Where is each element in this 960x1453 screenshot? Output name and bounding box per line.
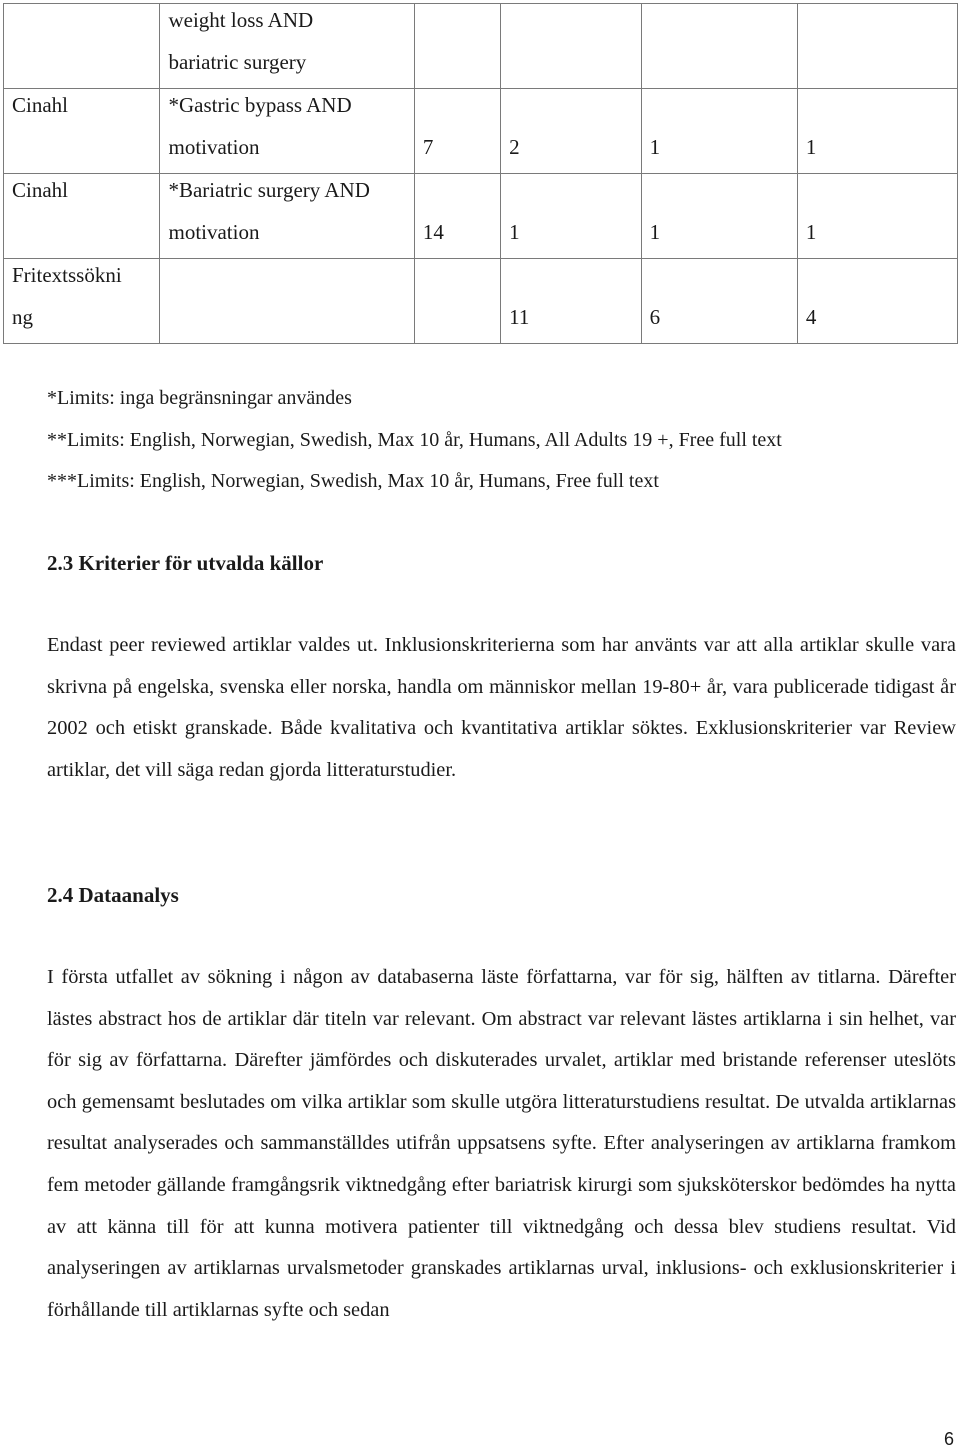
- count-cell: [797, 89, 957, 174]
- page-number: 6: [943, 1429, 954, 1449]
- cell-text: 11: [509, 305, 530, 329]
- cell-text: [798, 259, 957, 301]
- count-cell: [501, 89, 642, 174]
- cell-text: ng: [12, 305, 33, 329]
- cell-text: 6: [649, 305, 661, 329]
- cell-text: weight loss AND: [168, 8, 314, 32]
- cell-text: 7: [422, 135, 434, 159]
- cell-text: [501, 259, 641, 301]
- count-cell: [501, 4, 642, 89]
- section-heading-kriterier: 2.3 Kriterier för utvalda källor: [47, 551, 324, 575]
- cell-text: [415, 174, 500, 216]
- database-cell: [4, 89, 160, 174]
- database-cell: [4, 4, 160, 89]
- search-results-table: [3, 3, 958, 344]
- cell-text: [4, 46, 159, 88]
- cell-text: [798, 46, 957, 88]
- cell-text: [160, 259, 413, 301]
- cell-text: [642, 259, 797, 301]
- cell-text: 1: [649, 220, 661, 244]
- table-body: [4, 4, 958, 344]
- cell-text: [415, 259, 500, 301]
- cell-text: [4, 131, 159, 173]
- cell-text: Cinahl: [12, 93, 68, 117]
- table-row: [4, 4, 958, 89]
- count-cell: [641, 4, 797, 89]
- cell-text: 14: [422, 220, 444, 244]
- section-body-kriterier: Endast peer reviewed artiklar valdes ut. Inklusionskriterierna som har använts var att alla artiklar skulle vara skrivna på engelska, svenska eller norska, handla om människor mellan 19-80+ år, vara publicerade tidigast år 2002 och etiskt granskade. Både kvalitativa och kvantitativa artiklar söktes. Exklusionskriterier var Review artiklar, det vill säga redan gjorda litteraturstudier.: [47, 634, 956, 781]
- count-cell: [797, 259, 957, 344]
- search-terms-cell: [160, 259, 414, 344]
- limits-note: *Limits: inga begränsningar användes: [47, 387, 352, 409]
- cell-text: [4, 4, 159, 46]
- cell-text: [642, 174, 797, 216]
- database-cell: [4, 174, 160, 259]
- cell-text: [501, 46, 641, 88]
- cell-text: [415, 301, 500, 343]
- count-cell: [414, 174, 500, 259]
- count-cell: [797, 4, 957, 89]
- count-cell: [797, 174, 957, 259]
- cell-text: Cinahl: [12, 178, 68, 202]
- cell-text: [501, 89, 641, 131]
- cell-text: [642, 46, 797, 88]
- cell-text: [501, 174, 641, 216]
- cell-text: motivation: [168, 220, 260, 244]
- count-cell: [641, 259, 797, 344]
- table-row: [4, 174, 958, 259]
- count-cell: [501, 174, 642, 259]
- count-cell: [501, 259, 642, 344]
- search-terms-cell: [160, 4, 414, 89]
- search-terms-cell: [160, 174, 414, 259]
- cell-text: [798, 4, 957, 46]
- limits-notes: [47, 378, 947, 503]
- cell-text: 2: [509, 135, 520, 159]
- cell-text: [415, 46, 500, 88]
- cell-text: 1: [805, 220, 817, 244]
- cell-text: [4, 216, 159, 258]
- cell-text: [160, 301, 413, 343]
- cell-text: 1: [509, 220, 520, 244]
- count-cell: [414, 89, 500, 174]
- count-cell: [641, 89, 797, 174]
- database-cell: [4, 259, 160, 344]
- cell-text: [501, 4, 641, 46]
- cell-text: Fritextssökni: [12, 263, 122, 287]
- cell-text: 1: [805, 135, 817, 159]
- cell-text: 1: [649, 135, 661, 159]
- count-cell: [641, 174, 797, 259]
- cell-text: 4: [805, 305, 817, 329]
- cell-text: motivation: [168, 135, 260, 159]
- count-cell: [414, 4, 500, 89]
- cell-text: [642, 4, 797, 46]
- section-body-dataanalys: I första utfallet av sökning i någon av databaserna läste författarna, var för sig, hälften av titlarna. Därefter lästes abstract hos de artiklar där titeln var relevant. Om abstract var relevant lästes artiklarna i sin helhet, var för sig av författarna. Därefter jämfördes och diskuterades urvalet, artiklar med bristande referenser uteslöts och gemensamt beslutades om vilka artiklar som skulle utgöra litteraturstudiens resultat. De utvalda artiklarnas resultat analyserades och sammanställdes utifrån uppsatsens syfte. Efter analyseringen av artiklarna framkom fem metoder gällande framgångsrik viktnedgång efter bariatrisk kirurgi som sjuksköterskor bedömdes ha nytta av att känna till för att kunna motivera patienter till viktnedgång och dessa blev studiens resultat. Vid analyseringen av artiklarnas urvalsmetoder granskades artiklarnas urval, inklusions- och exklusionskriterier i förhållande till artiklarnas syfte och sedan: [47, 966, 956, 1321]
- section-heading-dataanalys: 2.4 Dataanalys: [47, 883, 179, 907]
- cell-text: [642, 89, 797, 131]
- cell-text: [798, 174, 957, 216]
- table-row: [4, 259, 958, 344]
- limits-note: ***Limits: English, Norwegian, Swedish, Max 10 år, Humans, Free full text: [47, 470, 659, 492]
- cell-text: *Bariatric surgery AND: [168, 178, 370, 202]
- limits-note: **Limits: English, Norwegian, Swedish, Max 10 år, Humans, All Adults 19 +, Free full text: [47, 428, 782, 451]
- count-cell: [414, 259, 500, 344]
- cell-text: [798, 89, 957, 131]
- cell-text: bariatric surgery: [168, 50, 307, 74]
- cell-text: *Gastric bypass AND: [168, 93, 352, 117]
- table-row: [4, 89, 958, 174]
- cell-text: [415, 89, 500, 131]
- cell-text: [415, 4, 500, 46]
- search-terms-cell: [160, 89, 414, 174]
